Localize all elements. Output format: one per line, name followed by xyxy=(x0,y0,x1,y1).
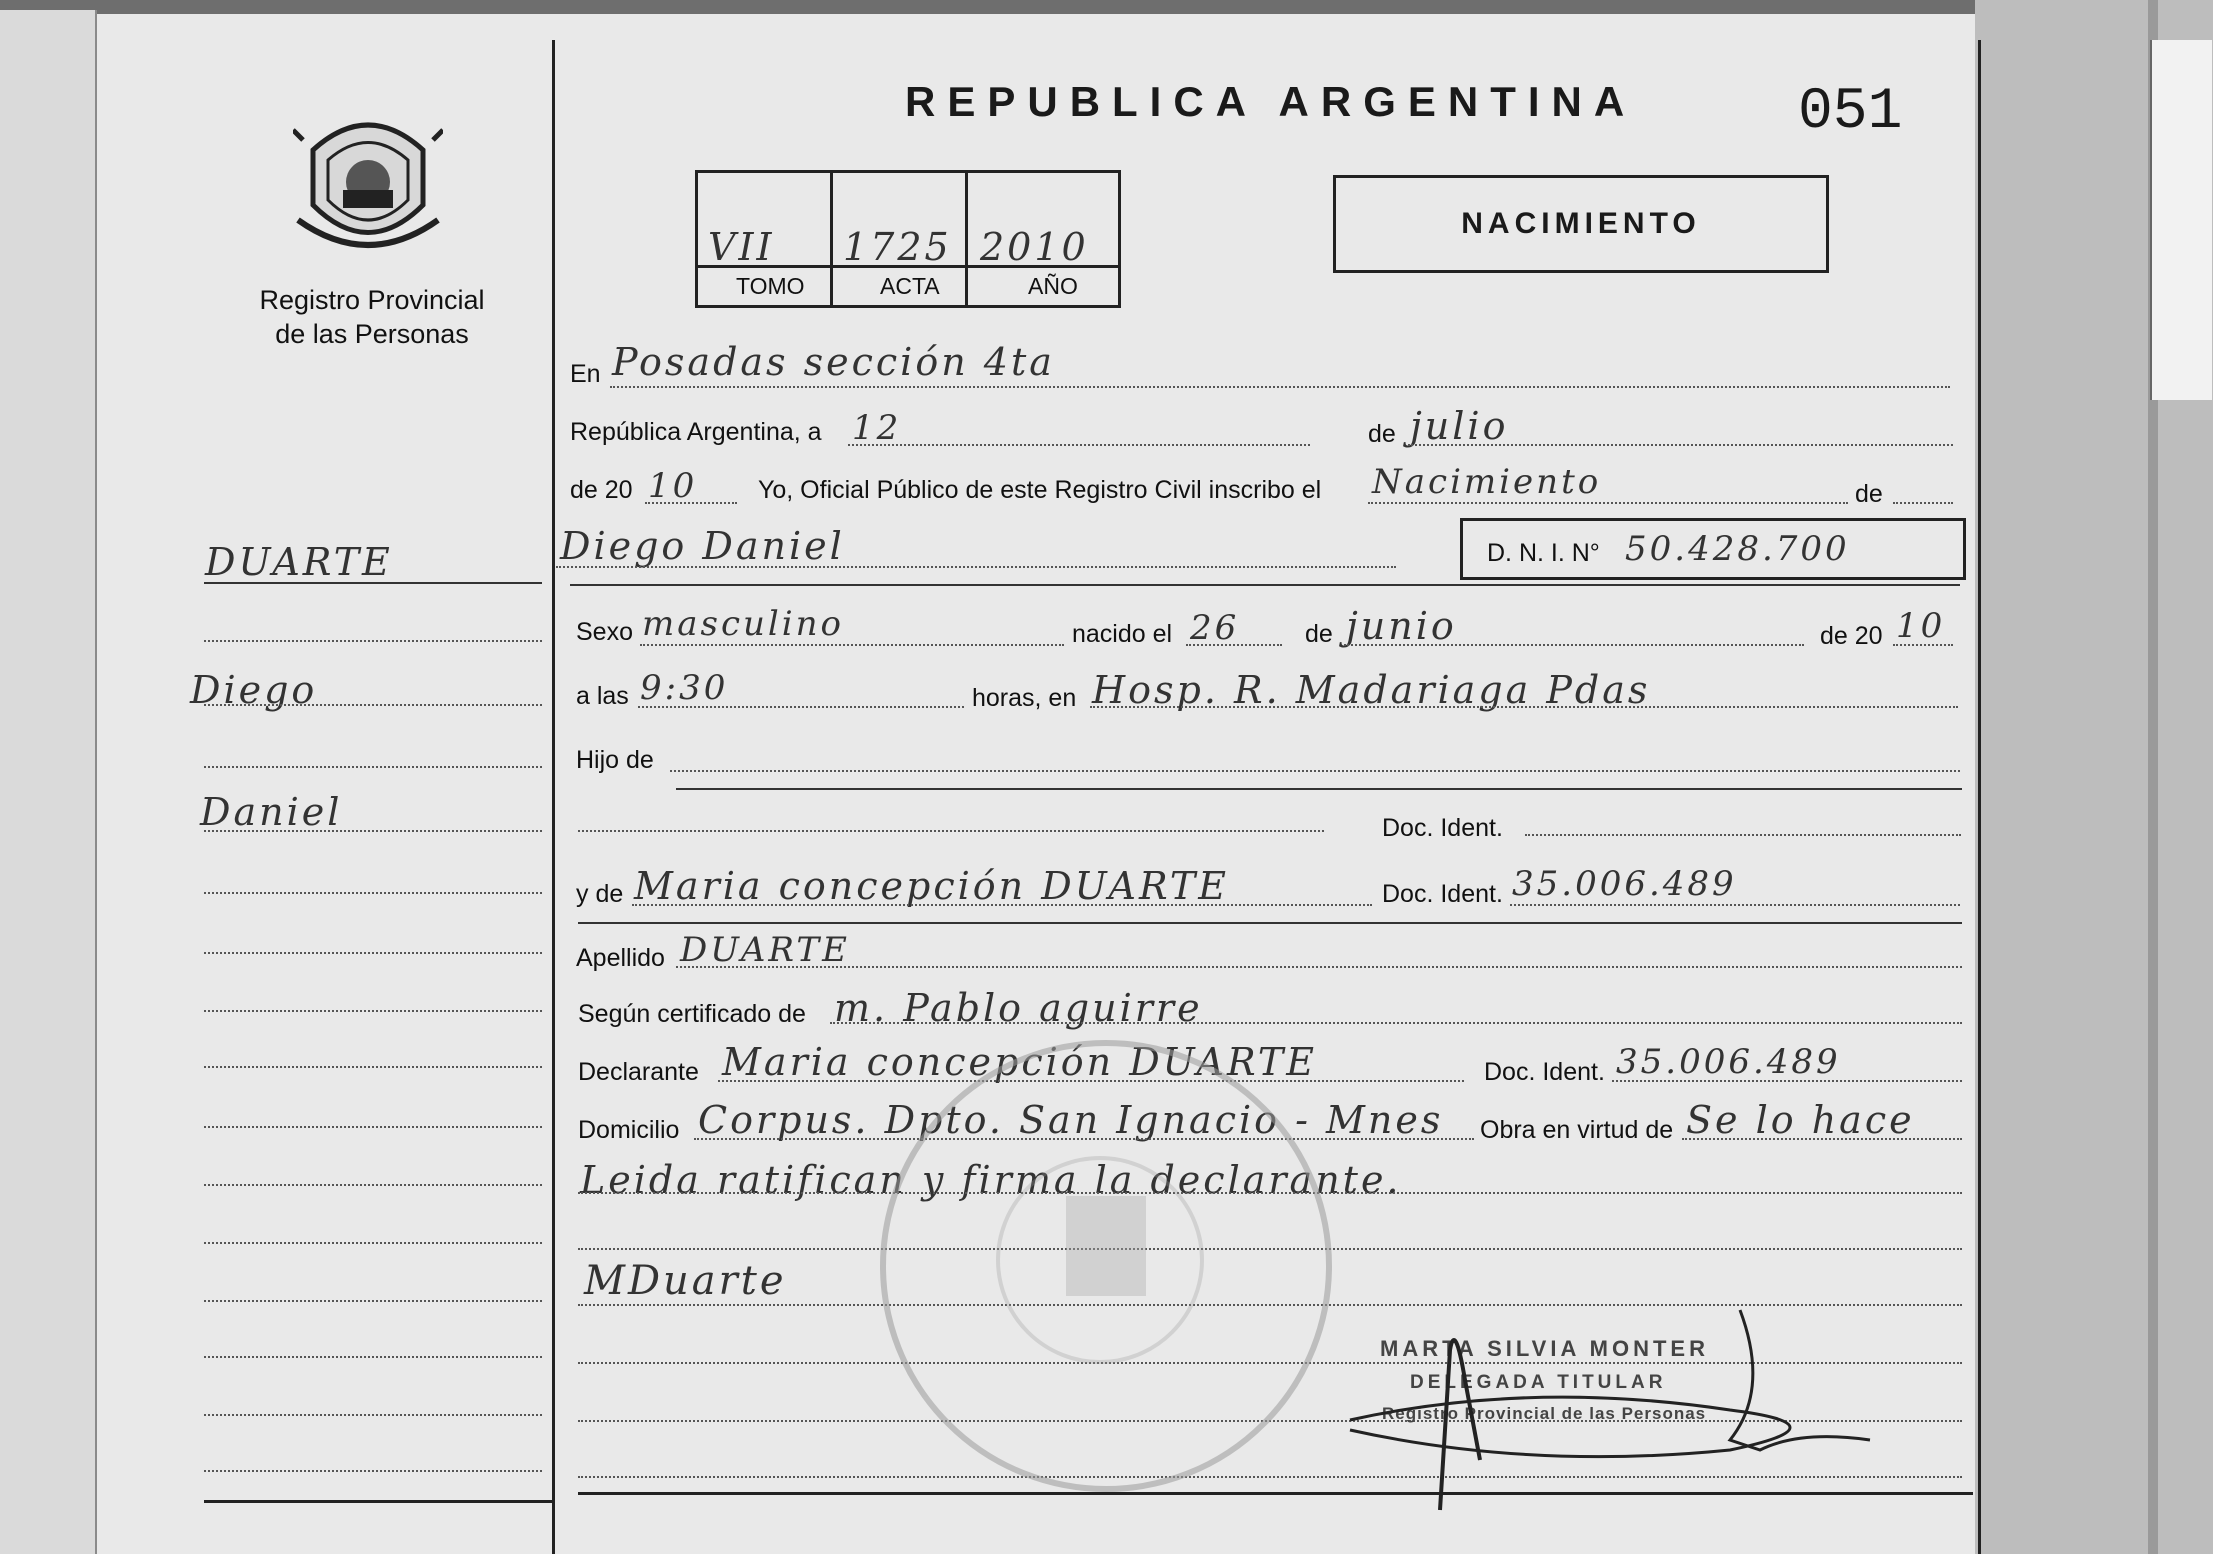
apellido-line xyxy=(676,966,1962,968)
de20-label: de 20 xyxy=(1820,622,1883,650)
year-suffix-line xyxy=(645,502,737,504)
de-label: de xyxy=(1368,420,1396,448)
birth-year-value: 10 xyxy=(1896,606,1946,646)
acta-value: 1725 xyxy=(843,225,952,269)
en-line xyxy=(610,386,1950,388)
month-line xyxy=(1408,444,1953,446)
acta-label: ACTA xyxy=(880,273,940,299)
doc-ident-label-3: Doc. Ident. xyxy=(1484,1058,1605,1086)
declarante-doc-value: 35.006.489 xyxy=(1616,1042,1841,1082)
segun-value: m. Pablo aguirre xyxy=(834,986,1203,1030)
declarante-value: Maria concepción DUARTE xyxy=(722,1040,1318,1084)
margin-line-11 xyxy=(204,1184,542,1186)
record-type-box xyxy=(1333,175,1829,273)
sexo-label: Sexo xyxy=(576,618,633,646)
continuation-value: Leida ratifican y firma la declarante. xyxy=(580,1158,1402,1202)
en-value: Posadas sección 4ta xyxy=(612,340,1055,384)
officer-title: DELEGADA TITULAR xyxy=(1410,1372,1667,1393)
mother-doc-value: 35.006.489 xyxy=(1512,864,1737,904)
margin-given-name-2: Daniel xyxy=(200,790,343,834)
apellido-label: Apellido xyxy=(576,944,665,972)
en-label: En xyxy=(570,360,601,388)
domicilio-label: Domicilio xyxy=(578,1116,680,1144)
spine-label-strip xyxy=(2150,40,2212,400)
alas-label: a las xyxy=(576,682,629,710)
birth-month-line xyxy=(1344,644,1804,646)
birth-year-line xyxy=(1893,644,1953,646)
segun-line xyxy=(830,1022,1962,1024)
name-value: Diego Daniel xyxy=(560,524,845,568)
margin-baseline xyxy=(204,1500,552,1503)
anio-label: AÑO xyxy=(1028,273,1078,299)
time-value: 9:30 xyxy=(640,668,729,708)
hijo-line xyxy=(670,770,1960,772)
book-top-edge xyxy=(0,0,2213,14)
book-ref-divider xyxy=(698,265,1118,268)
margin-line-2 xyxy=(204,640,542,642)
registry-name-line2: de las Personas xyxy=(275,319,469,349)
sexo-line xyxy=(640,644,1064,646)
segun-label: Según certificado de xyxy=(578,1000,806,1028)
year-prefix-label: de 20 xyxy=(570,476,633,504)
margin-line-14 xyxy=(204,1356,542,1358)
domicilio-value: Corpus. Dpto. San Ignacio - Mnes xyxy=(698,1098,1444,1142)
declarant-signature: MDuarte xyxy=(584,1258,787,1304)
obra-label: Obra en virtud de xyxy=(1480,1116,1674,1144)
time-line xyxy=(638,706,964,708)
de-label-2: de xyxy=(1855,480,1883,508)
margin-line-12 xyxy=(204,1242,542,1244)
margin-line-9 xyxy=(204,1066,542,1068)
mother-underline xyxy=(578,922,1962,924)
anio-value: 2010 xyxy=(980,225,1089,269)
inscribe-value: Nacimiento xyxy=(1372,462,1602,502)
page-number: 051 xyxy=(1798,80,1903,145)
obra-line xyxy=(1682,1138,1962,1140)
margin-line-3 xyxy=(204,704,542,706)
country-title: REPUBLICA ARGENTINA xyxy=(905,78,1637,125)
registro-civil-round-stamp-icon xyxy=(880,1040,1332,1492)
birth-month-value: junio xyxy=(1346,604,1457,648)
margin-line-8 xyxy=(204,1010,542,1012)
tomo-value: VII xyxy=(708,225,775,269)
officer-office: Registro Provincial de las Personas xyxy=(1382,1404,1707,1423)
republica-label: República Argentina, a xyxy=(570,418,822,446)
registry-name xyxy=(222,283,522,351)
officer-signature-scrawl xyxy=(1330,1290,1890,1520)
stamp-emblem xyxy=(1066,1196,1146,1296)
birth-day-value: 26 xyxy=(1190,608,1240,648)
officer-name: MARTA SILVIA MONTER xyxy=(1380,1336,1709,1361)
margin-line-16 xyxy=(204,1470,542,1472)
place-value: Hosp. R. Madariaga Pdas xyxy=(1092,668,1651,712)
dni-value: 50.428.700 xyxy=(1625,529,1850,569)
apellido-value: DUARTE xyxy=(680,930,850,970)
record-type-label: NACIMIENTO xyxy=(1461,207,1701,240)
yde-label: y de xyxy=(576,880,624,908)
mother-doc-line xyxy=(1510,904,1960,906)
declarante-label: Declarante xyxy=(578,1058,699,1086)
margin-line-13 xyxy=(204,1300,542,1302)
book-reference-box xyxy=(695,170,1121,308)
margin-line-1 xyxy=(204,582,542,584)
day-line xyxy=(848,444,1310,446)
dni-box xyxy=(1460,518,1966,580)
mother-line xyxy=(632,904,1372,906)
mother-value: Maria concepción DUARTE xyxy=(634,864,1230,908)
day-value: 12 xyxy=(852,408,902,448)
inscribe-line xyxy=(1368,502,1848,504)
place-line xyxy=(1090,706,1958,708)
father-doc-line xyxy=(1525,834,1961,836)
facing-page-edge xyxy=(0,10,97,1554)
oficial-label: Yo, Oficial Público de este Registro Civil inscribo el xyxy=(758,476,1322,504)
horas-label: horas, en xyxy=(972,684,1077,712)
margin-line-15 xyxy=(204,1414,542,1416)
margin-line-6 xyxy=(204,892,542,894)
declarante-doc-line xyxy=(1612,1080,1962,1082)
doc-ident-label-2: Doc. Ident. xyxy=(1382,880,1503,908)
tomo-label: TOMO xyxy=(736,273,805,299)
margin-line-7 xyxy=(204,952,542,954)
hijo-label: Hijo de xyxy=(576,746,654,774)
provincia-de-misiones-seal-icon xyxy=(293,110,443,260)
obra-value: Se lo hace xyxy=(1686,1098,1915,1142)
de-label-3: de xyxy=(1305,620,1333,648)
month-value: julio xyxy=(1410,404,1509,448)
margin-line-10 xyxy=(204,1126,542,1128)
nacido-label: nacido el xyxy=(1072,620,1173,648)
margin-given-name-1: Diego xyxy=(190,668,318,712)
year-suffix-value: 10 xyxy=(648,466,698,506)
name-line xyxy=(556,566,1396,568)
birth-day-line xyxy=(1186,644,1282,646)
margin-line-4 xyxy=(204,766,542,768)
doc-ident-label: Doc. Ident. xyxy=(1382,814,1503,842)
registry-name-line1: Registro Provincial xyxy=(259,285,485,315)
name-underline xyxy=(570,584,1960,586)
margin-line-5 xyxy=(204,830,542,832)
margin-surname: DUARTE xyxy=(205,540,393,584)
father-line xyxy=(578,830,1324,832)
de-line-2 xyxy=(1893,502,1953,504)
hijo-underline xyxy=(676,788,1962,790)
dni-label: D. N. I. N° xyxy=(1487,539,1600,567)
sexo-value: masculino xyxy=(642,604,845,644)
